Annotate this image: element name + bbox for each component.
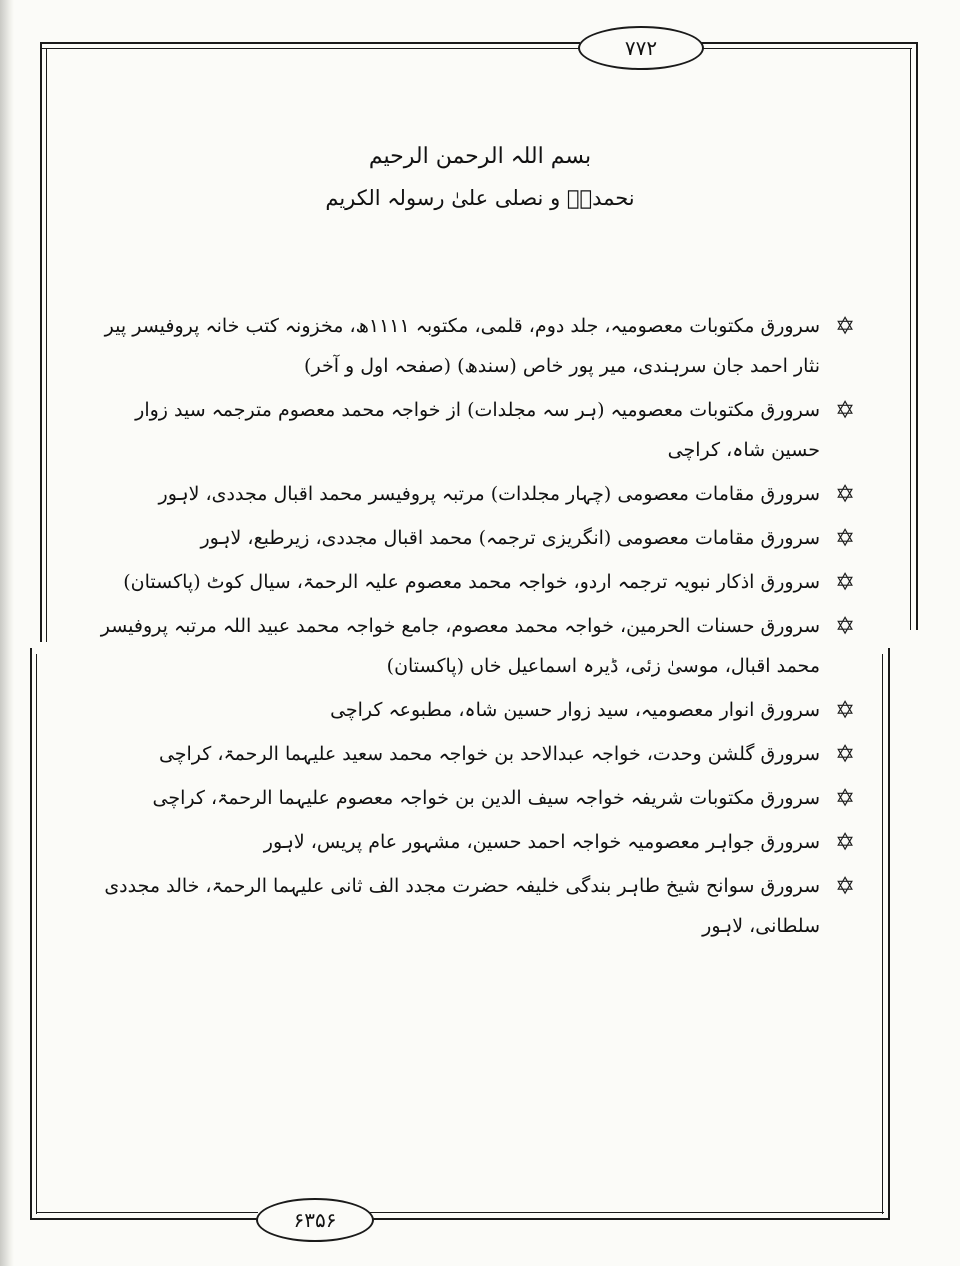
- border-line: [370, 1212, 884, 1213]
- border-line: [30, 1218, 258, 1220]
- star-icon: ✡: [834, 480, 856, 508]
- border-line: [916, 42, 918, 630]
- entry-text: سرورق مکتوبات شریفہ خواجہ سیف الدین بن خواجہ معصوم علیہما الرحمۃ، کراچی: [152, 787, 820, 809]
- page-number-bottom: ۶۳۵۶: [256, 1198, 374, 1242]
- list-item: [100, 778, 860, 818]
- list-item: [100, 518, 860, 558]
- border-line: [700, 42, 918, 44]
- page-number-top: ۷۷۲: [578, 26, 704, 70]
- list-item: [100, 390, 860, 470]
- star-icon: ✡: [834, 612, 856, 640]
- border-line: [40, 42, 580, 44]
- star-icon: ✡: [834, 828, 856, 856]
- list-item: [100, 474, 860, 514]
- border-line: [370, 1218, 890, 1220]
- border-line: [36, 1212, 258, 1213]
- border-line: [40, 48, 580, 49]
- border-line: [888, 648, 890, 1220]
- entry-text: سرورق اذکار نبویہ ترجمہ اردو، خواجہ محمد معصوم علیہ الرحمۃ، سیال کوٹ (پاکستان): [123, 571, 820, 593]
- border-line: [910, 48, 911, 630]
- list-item: [100, 562, 860, 602]
- entry-text: سرورق گلشن وحدت، خواجہ عبدالاحد بن خواجہ محمد سعید علیہما الرحمۃ، کراچی: [158, 743, 820, 765]
- list-item: [100, 734, 860, 774]
- list-item: [100, 822, 860, 862]
- bismillah-heading: بسم اللہ الرحمن الرحیم: [368, 144, 592, 169]
- star-icon: ✡: [834, 312, 856, 340]
- entry-text: سرورق مقامات معصومی (چہار مجلدات) مرتبہ پروفیسر محمد اقبال مجددی، لاہور: [158, 483, 820, 505]
- border-line: [882, 654, 883, 1214]
- star-icon: ✡: [834, 784, 856, 812]
- list-item: [100, 306, 860, 386]
- star-icon: ✡: [834, 568, 856, 596]
- star-icon: ✡: [834, 396, 856, 424]
- border-line: [40, 42, 42, 642]
- entry-text: سرورق حسنات الحرمین، خواجہ محمد معصوم، جامع خواجہ محمد عبید اللہ مرتبہ پروفیسر محمد اقبال، موسیٰ زئی، ڈیرہ اسماعیل خاں (پاکستان): [100, 615, 820, 677]
- list-item: [100, 690, 860, 730]
- entry-list: [100, 306, 860, 950]
- border-line: [30, 648, 32, 1220]
- entry-text: سرورق انوار معصومیہ، سید زوار حسین شاہ، مطبوعہ کراچی: [330, 699, 820, 721]
- star-icon: ✡: [834, 524, 856, 552]
- list-item: [100, 606, 860, 686]
- star-icon: ✡: [834, 696, 856, 724]
- border-line: [36, 654, 37, 1214]
- entry-text: سرورق سوانح شیخ طاہر بندگی خلیفہ حضرت مجدد الف ثانی علیہما الرحمۃ، خالد مجددی سلطانی، لاہور: [104, 875, 820, 937]
- entry-text: سرورق مکتوبات معصومیہ (ہر سہ مجلدات) از خواجہ محمد معصوم مترجمہ سید زوار حسین شاہ، کراچی: [135, 399, 820, 461]
- entry-text: سرورق مقامات معصومی (انگریزی ترجمہ) محمد اقبال مجددی، زیرطبع، لاہور: [200, 527, 820, 549]
- scan-shadow: [0, 0, 14, 1266]
- star-icon: ✡: [834, 872, 856, 900]
- star-icon: ✡: [834, 740, 856, 768]
- entry-text: سرورق جواہر معصومیہ خواجہ احمد حسین، مشہور عام پریس، لاہور: [263, 831, 820, 853]
- border-line: [700, 48, 912, 49]
- list-item: [100, 866, 860, 946]
- entry-text: سرورق مکتوبات معصومیہ، جلد دوم، قلمی، مکتوبہ ۱۱۱۱ھ، مخزونہ کتب خانہ پروفیسر پیر نثار احمد جان سرہندی، میر پور خاص (سندھ) (صفحہ اول و آخر): [104, 315, 820, 377]
- salutation-heading: نحمدہٗ و نصلی علیٰ رسولہ الکریم: [325, 186, 635, 210]
- border-line: [46, 48, 47, 642]
